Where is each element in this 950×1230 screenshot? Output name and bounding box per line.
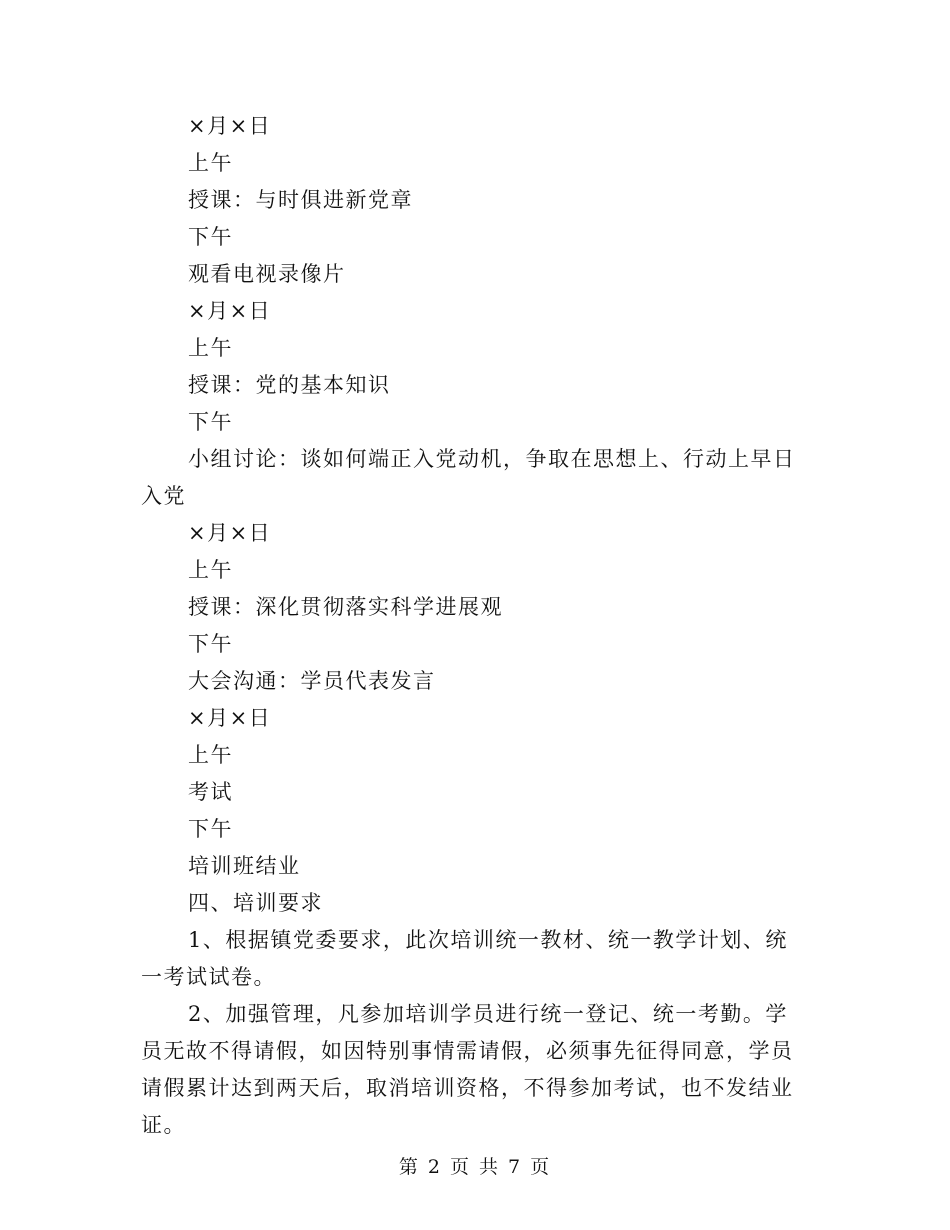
schedule-item: 观看电视录像片 — [188, 262, 346, 286]
schedule-date: ×月×日 — [188, 706, 272, 730]
schedule-date: ×月×日 — [188, 114, 272, 138]
schedule-item: 考试 — [188, 780, 233, 804]
schedule-item: 小组讨论：谈如何端正入党动机，争取在思想上、行动上早日入党 — [141, 447, 796, 508]
schedule-afternoon: 下午 — [188, 632, 233, 656]
schedule-morning: 上午 — [188, 151, 233, 175]
schedule-item: 授课：与时俱进新党章 — [188, 188, 413, 212]
schedule-item: 大会沟通：学员代表发言 — [188, 669, 436, 693]
schedule-morning: 上午 — [188, 336, 233, 360]
schedule-afternoon: 下午 — [188, 225, 233, 249]
page-number-footer: 第 2 页 共 7 页 — [398, 1156, 552, 1178]
document-body — [141, 108, 809, 1144]
schedule-item: 培训班结业 — [188, 854, 301, 878]
schedule-morning: 上午 — [188, 558, 233, 582]
schedule-afternoon: 下午 — [188, 410, 233, 434]
schedule-morning: 上午 — [188, 743, 233, 767]
schedule-date: ×月×日 — [188, 299, 272, 323]
schedule-date: ×月×日 — [188, 521, 272, 545]
section-heading: 四、培训要求 — [188, 891, 323, 915]
schedule-afternoon: 下午 — [188, 817, 233, 841]
requirement-paragraph: 2、加强管理，凡参加培训学员进行统一登记、统一考勤。学员无故不得请假，如因特别事情需请假，必须事先征得同意，学员请假累计达到两天后，取消培训资格，不得参加考试，也不发结业证。 — [141, 1002, 794, 1137]
schedule-item: 授课：党的基本知识 — [188, 373, 391, 397]
schedule-item: 授课：深化贯彻落实科学进展观 — [188, 595, 503, 619]
requirement-paragraph: 1、根据镇党委要求，此次培训统一教材、统一教学计划、统一考试试卷。 — [141, 928, 788, 989]
